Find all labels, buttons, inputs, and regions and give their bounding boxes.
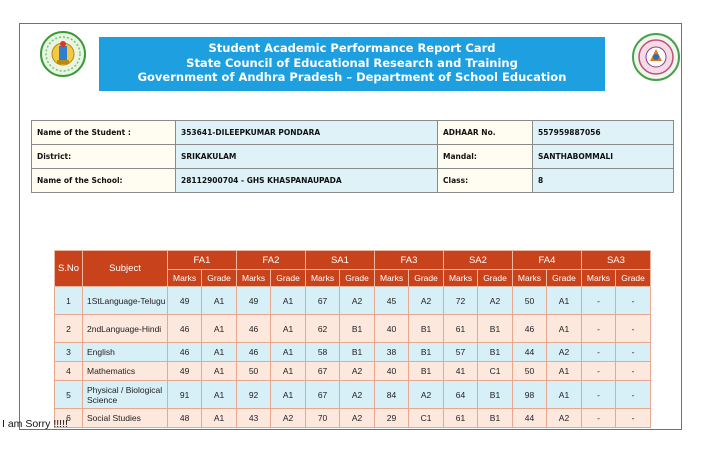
marks-cell: 58 (305, 343, 339, 362)
subject-cell: Social Studies (83, 409, 168, 428)
marks-cell: 98 (512, 381, 546, 409)
grade-cell: B1 (340, 343, 375, 362)
grade-cell: - (616, 362, 651, 381)
school-label: Name of the School: (32, 169, 176, 193)
grade-cell: A1 (271, 315, 306, 343)
title-line-3: Government of Andhra Pradesh – Department of School Education (137, 70, 567, 84)
subject-cell: English (83, 343, 168, 362)
assessment-header: SA1 (305, 251, 374, 270)
sno-header: S.No (55, 251, 83, 287)
grade-cell: B1 (409, 362, 444, 381)
marks-cell: 29 (374, 409, 408, 428)
assessment-header-row (55, 251, 651, 270)
grade-cell: A2 (340, 362, 375, 381)
district-label: District: (32, 145, 176, 169)
grade-cell: - (616, 343, 651, 362)
subject-header: Subject (83, 251, 168, 287)
grade-cell: A1 (202, 381, 237, 409)
grade-cell: B1 (409, 315, 444, 343)
marks-cell: 44 (512, 409, 546, 428)
marks-subheader: Marks (512, 270, 546, 287)
marks-row (55, 315, 651, 343)
grade-cell: A2 (478, 287, 513, 315)
grade-cell: A2 (547, 409, 582, 428)
grade-subheader: Grade (547, 270, 582, 287)
aadhaar-label: ADHAAR No. (438, 121, 533, 145)
marks-cell: 64 (443, 381, 477, 409)
marks-cell: 44 (512, 343, 546, 362)
info-row-name (32, 121, 674, 145)
assessment-header: FA4 (512, 251, 581, 270)
grade-cell: A2 (340, 287, 375, 315)
grade-cell: B1 (478, 409, 513, 428)
sno-cell: 5 (55, 381, 83, 409)
sno-cell: 2 (55, 315, 83, 343)
marks-cell: - (581, 409, 615, 428)
grade-cell: A2 (409, 381, 444, 409)
title-line-2: State Council of Educational Research and Training (186, 55, 518, 70)
subject-cell: 2ndLanguage-Hindi (83, 315, 168, 343)
grade-subheader: Grade (616, 270, 651, 287)
grade-cell: A1 (202, 287, 237, 315)
scert-seal-logo (632, 30, 680, 84)
grade-cell: B1 (478, 381, 513, 409)
marks-cell: - (581, 362, 615, 381)
grade-cell: A1 (271, 343, 306, 362)
school-value: 28112900704 - GHS KHASPANAUPADA (176, 169, 438, 193)
marks-row (55, 287, 651, 315)
marks-cell: 50 (236, 362, 270, 381)
grade-cell: A1 (202, 343, 237, 362)
marks-subheader: Marks (305, 270, 339, 287)
assessment-header: SA3 (581, 251, 650, 270)
marks-cell: - (581, 343, 615, 362)
marks-cell: 46 (236, 315, 270, 343)
grade-cell: A1 (271, 362, 306, 381)
title-line-1: Student Academic Performance Report Card (208, 41, 496, 55)
marks-subheader: Marks (374, 270, 408, 287)
assessment-header: FA1 (168, 251, 237, 270)
report-card-frame (19, 23, 682, 430)
marks-cell: 72 (443, 287, 477, 315)
grade-subheader: Grade (202, 270, 237, 287)
marks-cell: 45 (374, 287, 408, 315)
grade-cell: A1 (202, 315, 237, 343)
marks-cell: 40 (374, 362, 408, 381)
district-value: SRIKAKULAM (176, 145, 438, 169)
subject-cell: 1StLanguage-Telugu (83, 287, 168, 315)
marks-row (55, 409, 651, 428)
marks-cell: 38 (374, 343, 408, 362)
grade-cell: A1 (547, 287, 582, 315)
marks-cell: 49 (236, 287, 270, 315)
marks-table (54, 250, 651, 428)
marks-cell: 49 (168, 287, 202, 315)
grade-cell: A2 (271, 409, 306, 428)
ap-emblem-logo (39, 30, 87, 78)
marks-subheader: Marks (236, 270, 270, 287)
marks-cell: 49 (168, 362, 202, 381)
student-info-table (31, 120, 674, 193)
marks-cell: 67 (305, 287, 339, 315)
marks-cell: 91 (168, 381, 202, 409)
grade-cell: A2 (547, 343, 582, 362)
sno-cell: 1 (55, 287, 83, 315)
grade-cell: A1 (202, 409, 237, 428)
grade-cell: B1 (478, 315, 513, 343)
marks-cell: 46 (168, 343, 202, 362)
marks-row (55, 381, 651, 409)
marks-cell: 57 (443, 343, 477, 362)
grade-cell: - (616, 315, 651, 343)
aadhaar-value: 557959887056 (533, 121, 674, 145)
marks-row (55, 343, 651, 362)
grade-cell: A1 (271, 381, 306, 409)
sorry-overlay-text: I am Sorry !!!!! (2, 418, 68, 430)
marks-cell: 46 (512, 315, 546, 343)
grade-cell: B1 (340, 315, 375, 343)
marks-cell: 84 (374, 381, 408, 409)
marks-subheader: Marks (168, 270, 202, 287)
marks-cell: 46 (168, 315, 202, 343)
grade-cell: A2 (409, 287, 444, 315)
grade-cell: A1 (547, 381, 582, 409)
grade-cell: B1 (409, 343, 444, 362)
marks-cell: 92 (236, 381, 270, 409)
marks-cell: - (581, 315, 615, 343)
subject-cell: Mathematics (83, 362, 168, 381)
student-name-label: Name of the Student : (32, 121, 176, 145)
mandal-label: Mandal: (438, 145, 533, 169)
grade-subheader: Grade (271, 270, 306, 287)
marks-cell: 40 (374, 315, 408, 343)
marks-cell: 46 (236, 343, 270, 362)
subject-cell: Physical / Biological Science (83, 381, 168, 409)
marks-cell: - (581, 381, 615, 409)
sno-cell: 4 (55, 362, 83, 381)
grade-cell: A1 (547, 362, 582, 381)
marks-body (55, 287, 651, 428)
marks-cell: 70 (305, 409, 339, 428)
assessment-header: FA3 (374, 251, 443, 270)
grade-cell: - (616, 409, 651, 428)
sno-cell: 3 (55, 343, 83, 362)
grade-cell: C1 (478, 362, 513, 381)
grade-cell: B1 (478, 343, 513, 362)
marks-cell: 50 (512, 287, 546, 315)
marks-row (55, 362, 651, 381)
marks-cell: 61 (443, 409, 477, 428)
marks-cell: 62 (305, 315, 339, 343)
assessment-header: FA2 (236, 251, 305, 270)
mandal-value: SANTHABOMMALI (533, 145, 674, 169)
grade-subheader: Grade (478, 270, 513, 287)
grade-cell: A1 (271, 287, 306, 315)
marks-cell: 61 (443, 315, 477, 343)
marks-cell: 41 (443, 362, 477, 381)
marks-cell: 67 (305, 381, 339, 409)
marks-subheader: Marks (581, 270, 615, 287)
marks-cell: 67 (305, 362, 339, 381)
student-name-value: 353641-DILEEPKUMAR PONDARA (176, 121, 438, 145)
grade-cell: A2 (340, 409, 375, 428)
marks-cell: 48 (168, 409, 202, 428)
grade-cell: A1 (547, 315, 582, 343)
info-row-district (32, 145, 674, 169)
grade-cell: A1 (202, 362, 237, 381)
grade-subheader: Grade (409, 270, 444, 287)
assessment-header: SA2 (443, 251, 512, 270)
class-label: Class: (438, 169, 533, 193)
info-row-school (32, 169, 674, 193)
grade-subheader: Grade (340, 270, 375, 287)
marks-cell: 50 (512, 362, 546, 381)
title-banner (99, 37, 605, 91)
class-value: 8 (533, 169, 674, 193)
sno-cell: 6 (55, 409, 83, 428)
marks-cell: - (581, 287, 615, 315)
grade-cell: - (616, 287, 651, 315)
grade-cell: C1 (409, 409, 444, 428)
grade-cell: - (616, 381, 651, 409)
marks-cell: 43 (236, 409, 270, 428)
grade-cell: A2 (340, 381, 375, 409)
marks-subheader: Marks (443, 270, 477, 287)
